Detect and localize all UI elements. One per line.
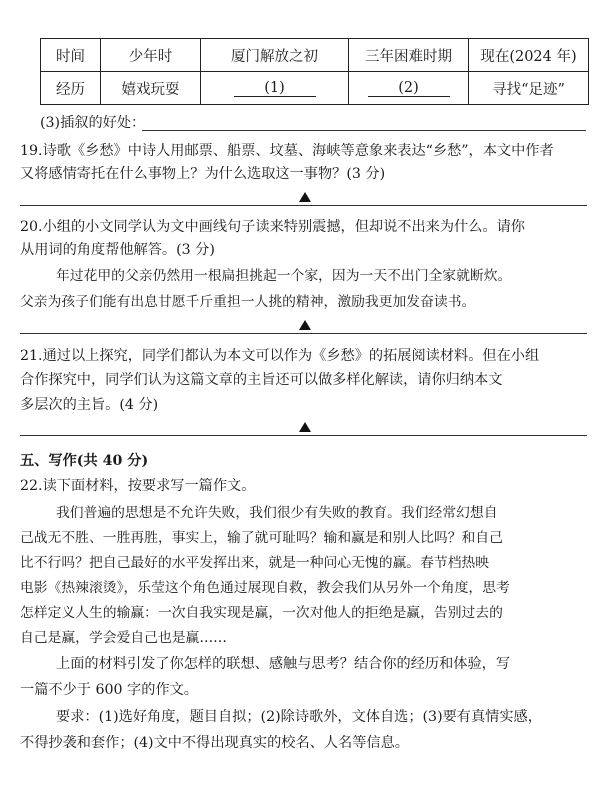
quoted-sentence: 年过花甲的父亲仍然用一根扁担挑起一个家，因为一天不出门全家就断炊。 [56,268,512,284]
table-row [41,39,589,72]
answer-line[interactable] [142,130,586,131]
q20-line: 从用词的角度帮他解答。(3 分) [20,242,215,258]
answer-blank-1[interactable]: (1) [234,80,316,97]
q21-line: 多层次的主旨。(4 分) [20,397,159,413]
answer-line[interactable] [20,205,587,206]
table-cell: 现在(2024 年) [469,39,589,72]
material-line: 我们普遍的思想是不允许失败，我们很少有失败的教育。我们经常幻想自 [56,505,498,521]
answer-blank-cell[interactable] [201,72,349,105]
table-cell: 寻找“足迹” [469,72,589,105]
q21-line: 合作探究中，同学们认为这篇文章的主旨还可以做多样化解读，请你归纳本文 [20,372,503,388]
q22-intro: 22.读下面材料，按要求写一篇作文。 [20,478,256,494]
prompt-line: 一篇不少于 600 字的作文。 [20,682,198,698]
q20-line: 20.小组的小文同学认为文中画线句子读来特别震撼，但却说不出来为什么。请你 [20,219,525,235]
requirements-line: 不得抄袭和套作；(4)文中不得出现真实的校名、人名等信息。 [20,735,409,751]
table-cell: 经历 [41,72,101,105]
answer-line[interactable] [20,435,587,436]
triangle-marker-icon [299,320,311,330]
q19-line: 又将感情寄托在什么事物上？为什么选取这一事物？(3 分) [20,166,386,182]
answer-blank-2[interactable]: (2) [368,80,450,97]
material-line: 比不行吗？把自己最好的水平发挥出来，就是一种问心无愧的赢。春节档热映 [20,555,490,571]
requirements-line: 要求：(1)选好角度，题目自拟；(2)除诗歌外，文体自选；(3)要有真情实感， [56,709,542,725]
answer-line[interactable] [20,333,587,334]
table-cell: 时间 [41,39,101,72]
table-row [41,72,589,105]
material-line: 己战无不胜、一胜再胜，事实上，输了就可耻吗？输和赢是和别人比吗？和自己 [20,530,503,546]
q21-line: 21.通过以上探究，同学们都认为本文可以作为《乡愁》的拓展阅读材料。但在小组 [20,348,540,364]
table-cell: 三年困难时期 [349,39,469,72]
material-line: 自己是赢，学会爱自己也是赢…… [20,630,227,646]
answer-blank-cell[interactable] [349,72,469,105]
q3-label: (3)插叙的好处： [40,115,146,131]
triangle-marker-icon [299,192,311,202]
table-cell: 厦门解放之初 [201,39,349,72]
prompt-line: 上面的材料引发了你怎样的联想、感触与思考？结合你的经历和体验，写 [56,656,511,672]
q19-line: 19.诗歌《乡愁》中诗人用邮票、船票、坟墓、海峡等意象来表达“乡愁”，本文中作者 [20,143,554,159]
timeline-table [40,38,589,105]
material-line: 怎样定义人生的输赢：一次自我实现是赢，一次对他人的拒绝是赢，告别过去的 [20,605,503,621]
section-heading: 五、写作(共 40 分) [20,453,149,469]
table-cell: 嬉戏玩耍 [101,72,201,105]
quoted-sentence: 父亲为孩子们能有出息甘愿千斤重担一人挑的精神，激励我更加发奋读书。 [20,294,476,310]
triangle-marker-icon [299,422,311,432]
table-cell: 少年时 [101,39,201,72]
material-line: 电影《热辣滚烫》，乐莹这个角色通过展现自救，教会我们从另外一个角度，思考 [20,580,510,596]
